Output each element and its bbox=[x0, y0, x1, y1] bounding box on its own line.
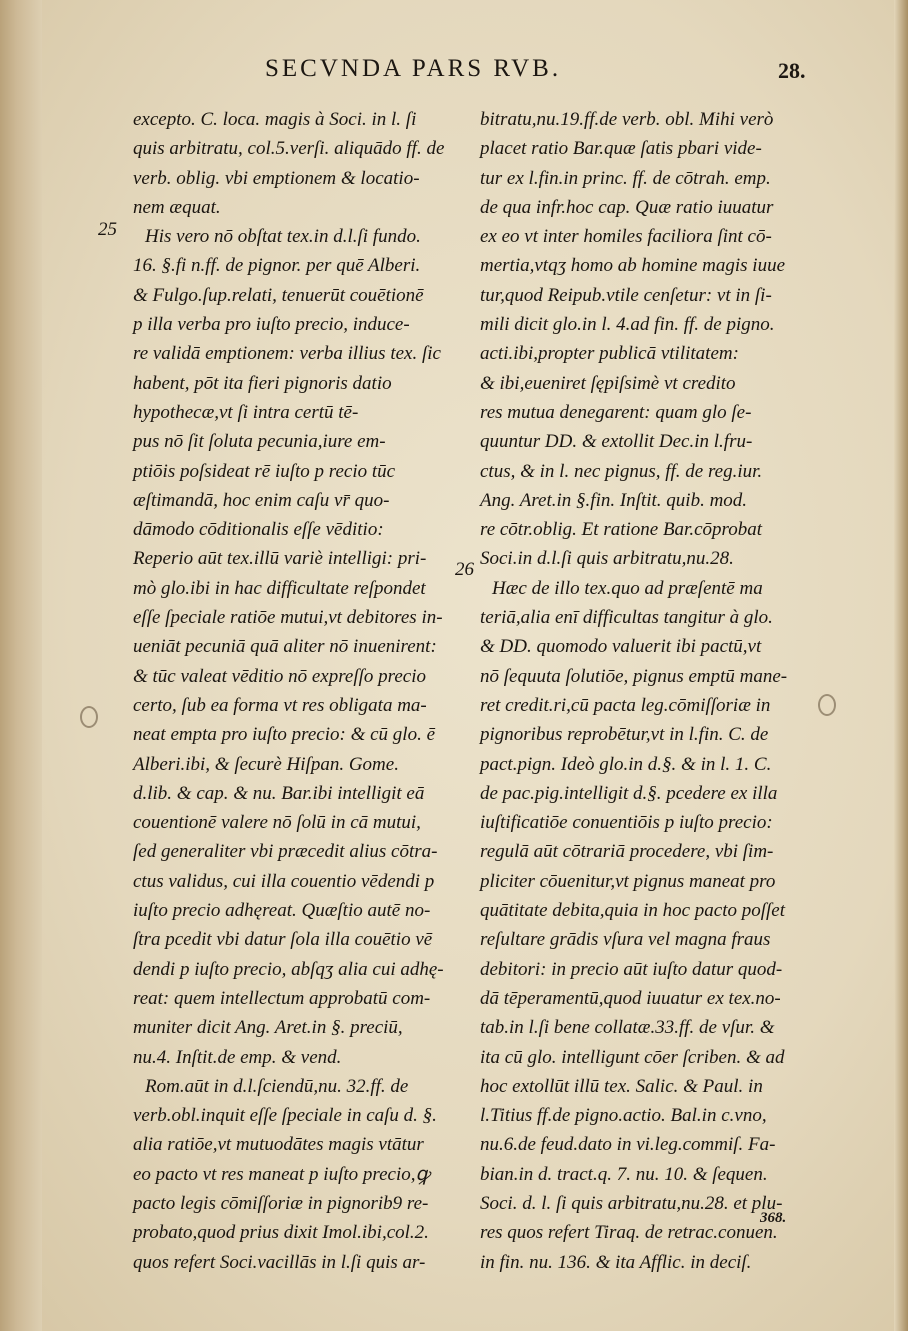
text-line: neat empta pro iuſto precio: & cū glo. ē bbox=[133, 724, 436, 746]
margin-number-26: 26 bbox=[455, 559, 474, 580]
text-line: ex eo vt inter homiles faciliora ſint cō- bbox=[480, 226, 772, 248]
text-line: Soci. d. l. ſi quis arbitratu,nu.28. et plu- bbox=[480, 1192, 783, 1214]
text-line: & tūc valeat vēditio nō expreſſo precio bbox=[133, 665, 426, 687]
text-line: iuſto precio adhęreat. Quæſtio autē no- bbox=[133, 900, 431, 922]
text-line: res quos refert Tiraq. de retrac.conuen. bbox=[480, 1222, 778, 1244]
text-line: dā tēperamentū,quod iuuatur ex tex.no- bbox=[480, 987, 781, 1009]
text-line: teriā,alia enī difficultas tangitur à glo. bbox=[480, 607, 773, 629]
text-line: iuſtificatiōe conuentiōis p iuſto precio: bbox=[480, 812, 773, 834]
text-line: re cōtr.oblig. Et ratione Bar.cōprobat bbox=[480, 519, 762, 541]
text-line: ueniāt pecuniā quā aliter nō inuenirent: bbox=[133, 636, 437, 658]
text-line: pus nō ſit ſoluta pecunia,iure em- bbox=[133, 431, 386, 453]
text-line: ptiōis poſsideat rē iuſto p recio tūc bbox=[133, 460, 396, 482]
text-line: nu.4. Inſtit.de emp. & vend. bbox=[133, 1046, 342, 1068]
worm-hole-icon bbox=[818, 694, 836, 716]
right-text-column bbox=[480, 105, 802, 1277]
text-line: l.Titius ff.de pigno.actio. Bal.in c.vno, bbox=[480, 1105, 767, 1127]
text-line: mertia,vtqʒ homo ab homine magis iuue bbox=[480, 255, 786, 277]
text-line: acti.ibi,propter publicā vtilitatem: bbox=[480, 343, 739, 365]
text-line: verb.obl.inquit eſſe ſpeciale in caſu d. §. bbox=[133, 1105, 437, 1127]
text-line: ctus validus, cui illa couentio vēdendi p bbox=[133, 870, 435, 892]
page-edge bbox=[894, 0, 908, 1331]
text-line: dendi p iuſto precio, abſqʒ alia cui adhę- bbox=[133, 958, 444, 980]
text-line: hypothecæ,vt ſi intra certū tē- bbox=[133, 401, 359, 423]
text-line: pact.pign. Ideò glo.in d.§. & in l. 1. C. bbox=[480, 753, 772, 775]
text-line: pignoribus reprobētur,vt in l.fin. C. de bbox=[480, 724, 769, 746]
running-header: SECVNDA PARS RVB. bbox=[265, 55, 562, 82]
text-line: mili dicit glo.in l. 4.ad fin. ff. de pigno. bbox=[480, 314, 775, 336]
text-line: couentionē valere nō ſolū in cā mutui, bbox=[133, 812, 421, 834]
text-line: Alberi.ibi, & ſecurè Hiſpan. Gome. bbox=[133, 753, 399, 775]
text-line: tab.in l.ſi bene collatæ.33.ff. de vſur. & bbox=[480, 1017, 775, 1039]
text-line: ita cū glo. intelligunt cōer ſcriben. & ad bbox=[480, 1046, 785, 1068]
margin-number-25: 25 bbox=[98, 219, 117, 240]
text-line: 16. §.fi n.ff. de pignor. per quē Alberi. bbox=[133, 255, 421, 277]
text-line: nō ſequuta ſolutiōe, pignus emptū mane- bbox=[480, 665, 788, 687]
text-line: eo pacto vt res maneat p iuſto precio,ꝙ bbox=[133, 1163, 430, 1185]
text-line: Rom.aūt in d.l.ſciendū,nu. 32.ff. de bbox=[145, 1075, 409, 1097]
text-line: mò glo.ibi in hac difficultate reſpondet bbox=[133, 577, 426, 599]
text-line: placet ratio Bar.quæ ſatis pbari vide- bbox=[480, 138, 762, 160]
text-line: reat: quem intellectum approbatū com- bbox=[133, 987, 431, 1009]
text-line: regulā aūt cōtrariā procedere, vbi ſim- bbox=[480, 841, 774, 863]
text-line: pliciter cōuenitur,vt pignus maneat pro bbox=[480, 870, 776, 892]
text-line: d.lib. & cap. & nu. Bar.ibi intelligit eā bbox=[133, 782, 425, 804]
text-line: tur ex l.fin.in princ. ff. de cōtrah. emp. bbox=[480, 167, 771, 189]
text-line: debitori: in precio aūt iuſto datur quod- bbox=[480, 958, 783, 980]
text-line: & ibi,eueniret ſępiſsimè vt credito bbox=[480, 372, 736, 394]
text-line: Reperio aūt tex.illū variè intelligi: pri- bbox=[133, 548, 427, 570]
worm-hole-icon bbox=[80, 706, 98, 728]
text-line: bitratu,nu.19.ff.de verb. obl. Mihi verò bbox=[480, 109, 774, 130]
text-line: Soci.in d.l.ſi quis arbitratu,nu.28. bbox=[480, 548, 734, 570]
text-line: bian.in d. tract.q. 7. nu. 10. & ſequen. bbox=[480, 1163, 768, 1185]
text-line: eſſe ſpeciale ratiōe mutui,vt debitores in- bbox=[133, 607, 443, 629]
text-line: & DD. quomodo valuerit ibi pactū,vt bbox=[480, 636, 762, 658]
text-line: muniter dicit Ang. Aret.in §. preciū, bbox=[133, 1017, 403, 1039]
text-line: Ang. Aret.in §.fin. Inſtit. quib. mod. bbox=[480, 489, 748, 511]
text-line: ſed generaliter vbi præcedit alius cōtra- bbox=[133, 841, 438, 863]
text-line: de qua infr.hoc cap. Quæ ratio iuuatur bbox=[480, 196, 774, 218]
text-line: verb. oblig. vbi emptionem & locatio- bbox=[133, 167, 420, 189]
text-line: & Fulgo.ſup.relati, tenuerūt couētionē bbox=[133, 284, 424, 306]
text-line: excepto. C. loca. magis à Soci. in l. ſi bbox=[133, 109, 417, 130]
text-line: hoc extollūt illū tex. Salic. & Paul. in bbox=[480, 1075, 763, 1097]
text-line: tur,quod Reipub.vtile cenſetur: vt in ſi- bbox=[480, 284, 772, 306]
text-line: pacto legis cōmiſſoriæ in pignorib9 re- bbox=[133, 1192, 429, 1214]
left-text-column bbox=[133, 105, 451, 1277]
text-line: dāmodo cōditionalis eſſe vēditio: bbox=[133, 519, 384, 541]
text-line: quis arbitratu, col.5.verſi. aliquādo ff. de bbox=[133, 138, 445, 160]
text-line: æſtimandā, hoc enim caſu vr̄ quo- bbox=[133, 489, 390, 511]
signature-mark: 368. bbox=[760, 1210, 787, 1226]
text-line: de pac.pig.intelligit d.§. pcedere ex illa bbox=[480, 782, 778, 804]
text-line: alia ratiōe,vt mutuodātes magis vtātur bbox=[133, 1134, 424, 1156]
text-line: Hæc de illo tex.quo ad præſentē ma bbox=[492, 577, 763, 599]
binding-gutter bbox=[0, 0, 42, 1331]
text-line: ret credit.ri,cū pacta leg.cōmiſſoriæ in bbox=[480, 694, 771, 716]
text-line: re validā emptionem: verba illius tex. ſic bbox=[133, 343, 441, 365]
text-line: quos refert Soci.vacillās in l.ſi quis ar- bbox=[133, 1251, 426, 1273]
text-line: res mutua denegarent: quam glo ſe- bbox=[480, 401, 752, 423]
text-line: nem æquat. bbox=[133, 196, 221, 218]
text-line: in fin. nu. 136. & ita Afflic. in deciſ. bbox=[480, 1251, 752, 1273]
text-line: quātitate debita,quia in hoc pacto poſſet bbox=[480, 900, 786, 922]
text-line: habent, pōt ita fieri pignoris datio bbox=[133, 372, 392, 394]
text-line: p illa verba pro iuſto precio, induce- bbox=[133, 314, 410, 336]
folio-number: 28. bbox=[778, 58, 806, 83]
text-line: ſtra pcedit vbi datur ſola illa couētio vē bbox=[133, 929, 433, 951]
text-line: quuntur DD. & extollit Dec.in l.fru- bbox=[480, 431, 753, 453]
text-line: certo, ſub ea forma vt res obligata ma- bbox=[133, 694, 427, 716]
text-line: reſultare grādis vſura vel magna fraus bbox=[480, 929, 771, 951]
text-line: nu.6.de feud.dato in vi.leg.commiſ. Fa- bbox=[480, 1134, 776, 1156]
text-line: His vero nō obſtat tex.in d.l.ſi fundo. bbox=[145, 226, 421, 248]
text-line: probato,quod prius dixit Imol.ibi,col.2. bbox=[133, 1222, 429, 1244]
text-line: ctus, & in l. nec pignus, ff. de reg.iur. bbox=[480, 460, 763, 482]
